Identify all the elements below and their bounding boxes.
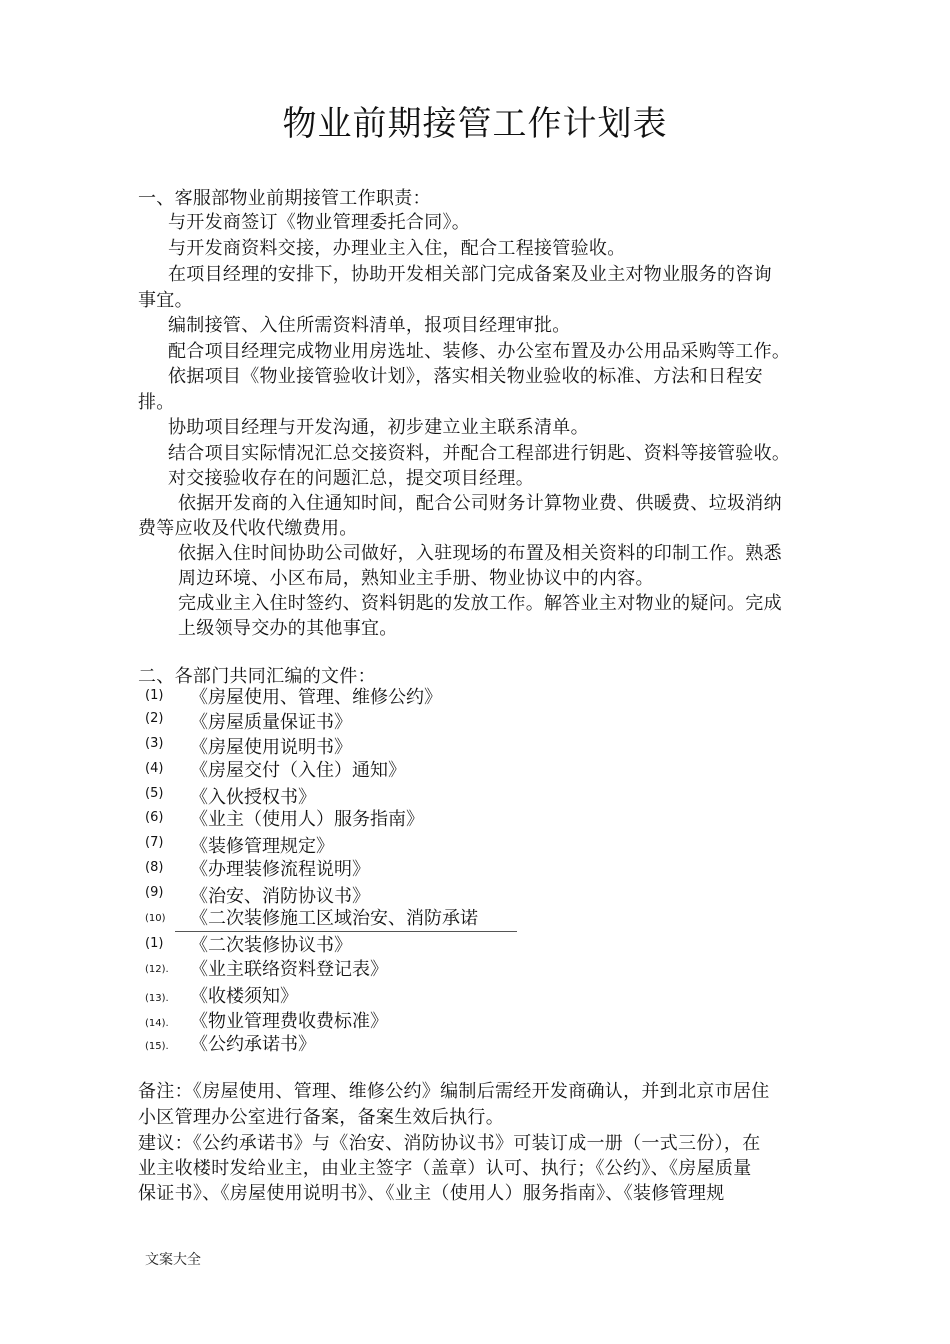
duty-line: 费等应收及代收代缴费用。 — [138, 518, 358, 539]
page-footer: 文案大全 — [145, 1252, 201, 1268]
item-number: (13). — [145, 993, 169, 1004]
duty-line: 对交接验收存在的问题汇总，提交项目经理。 — [168, 468, 534, 489]
item-text: 《业主（使用人）服务指南》 — [190, 809, 424, 830]
item-number: (4) — [145, 761, 164, 776]
item-number: (3) — [145, 736, 164, 751]
item-text: 《房屋使用说明书》 — [190, 737, 352, 758]
duty-line: 与开发商资料交接，办理业主入住，配合工程接管验收。 — [168, 238, 626, 259]
divider-line — [175, 931, 517, 932]
section-heading: 二、各部门共同汇编的文件： — [138, 666, 376, 687]
item-number: (8) — [145, 860, 164, 875]
duty-line: 依据项目《物业接管验收计划》，落实相关物业验收的标准、方法和日程安 — [168, 366, 763, 387]
duty-line: 周边环境、小区布局，熟知业主手册、物业协议中的内容。 — [178, 568, 654, 589]
item-text: 《治安、消防协议书》 — [190, 886, 370, 907]
item-text: 《入伙授权书》 — [190, 787, 316, 808]
duty-line: 与开发商签订《物业管理委托合同》。 — [168, 212, 471, 233]
note-line: 备注：《房屋使用、管理、维修公约》编制后需经开发商确认，并到北京市居住 — [138, 1081, 770, 1102]
item-text: 《二次装修施工区域治安、消防承诺 — [190, 908, 478, 929]
duty-line: 结合项目实际情况汇总交接资料，并配合工程部进行钥匙、资料等接管验收。 — [168, 443, 791, 464]
note-line: 保证书》、《房屋使用说明书》、《业主（使用人）服务指南》、《装修管理规 — [138, 1183, 725, 1204]
item-number: (15). — [145, 1041, 169, 1052]
item-text: 《业主联络资料登记表》 — [190, 959, 388, 980]
item-number: (5) — [145, 786, 164, 801]
duty-line: 依据开发商的入住通知时间，配合公司财务计算物业费、供暖费、垃圾消纳 — [178, 493, 782, 514]
item-text: 《物业管理费收费标准》 — [190, 1011, 388, 1032]
item-text: 《收楼须知》 — [190, 986, 298, 1007]
item-number: (14). — [145, 1018, 169, 1029]
note-line: 建议：《公约承诺书》与《治安、消防协议书》可装订成一册（一式三份），在 — [138, 1133, 761, 1154]
page-title: 物业前期接管工作计划表 — [282, 104, 668, 144]
note-line: 业主收楼时发给业主，由业主签字（盖章）认可、执行；《公约》、《房屋质量 — [138, 1158, 752, 1179]
item-number: (7) — [145, 835, 164, 850]
section-heading: 一、客服部物业前期接管工作职责： — [138, 188, 431, 209]
duty-line: 在项目经理的安排下，协助开发相关部门完成备案及业主对物业服务的咨询 — [168, 264, 772, 285]
duty-line: 协助项目经理与开发沟通，初步建立业主联系清单。 — [168, 417, 589, 438]
item-number: (2) — [145, 711, 164, 726]
item-number: (12). — [145, 964, 169, 975]
duty-line: 事宜。 — [138, 290, 193, 311]
item-text: 《公约承诺书》 — [190, 1034, 316, 1055]
note-line: 小区管理办公室进行备案，备案生效后执行。 — [138, 1107, 504, 1128]
item-text: 《房屋使用、管理、维修公约》 — [190, 687, 442, 708]
item-text: 《二次装修协议书》 — [190, 935, 352, 956]
duty-line: 编制接管、入住所需资料清单，报项目经理审批。 — [168, 315, 571, 336]
duty-line: 配合项目经理完成物业用房选址、装修、办公室布置及办公用品采购等工作。 — [168, 341, 791, 362]
item-number: (1) — [145, 688, 164, 703]
duty-line: 排。 — [138, 392, 175, 413]
duty-line: 依据入住时间协助公司做好，入驻现场的布置及相关资料的印制工作。熟悉 — [178, 543, 782, 564]
item-number: (10) — [145, 913, 166, 924]
item-text: 《房屋质量保证书》 — [190, 712, 352, 733]
duty-line: 完成业主入住时签约、资料钥匙的发放工作。解答业主对物业的疑问。完成 — [178, 593, 782, 614]
item-text: 《办理装修流程说明》 — [190, 859, 370, 880]
item-number: (1) — [145, 936, 164, 951]
item-text: 《房屋交付（入住）通知》 — [190, 760, 406, 781]
item-text: 《装修管理规定》 — [190, 836, 334, 857]
duty-line: 上级领导交办的其他事宜。 — [178, 618, 398, 639]
item-number: (9) — [145, 885, 164, 900]
item-number: (6) — [145, 810, 164, 825]
